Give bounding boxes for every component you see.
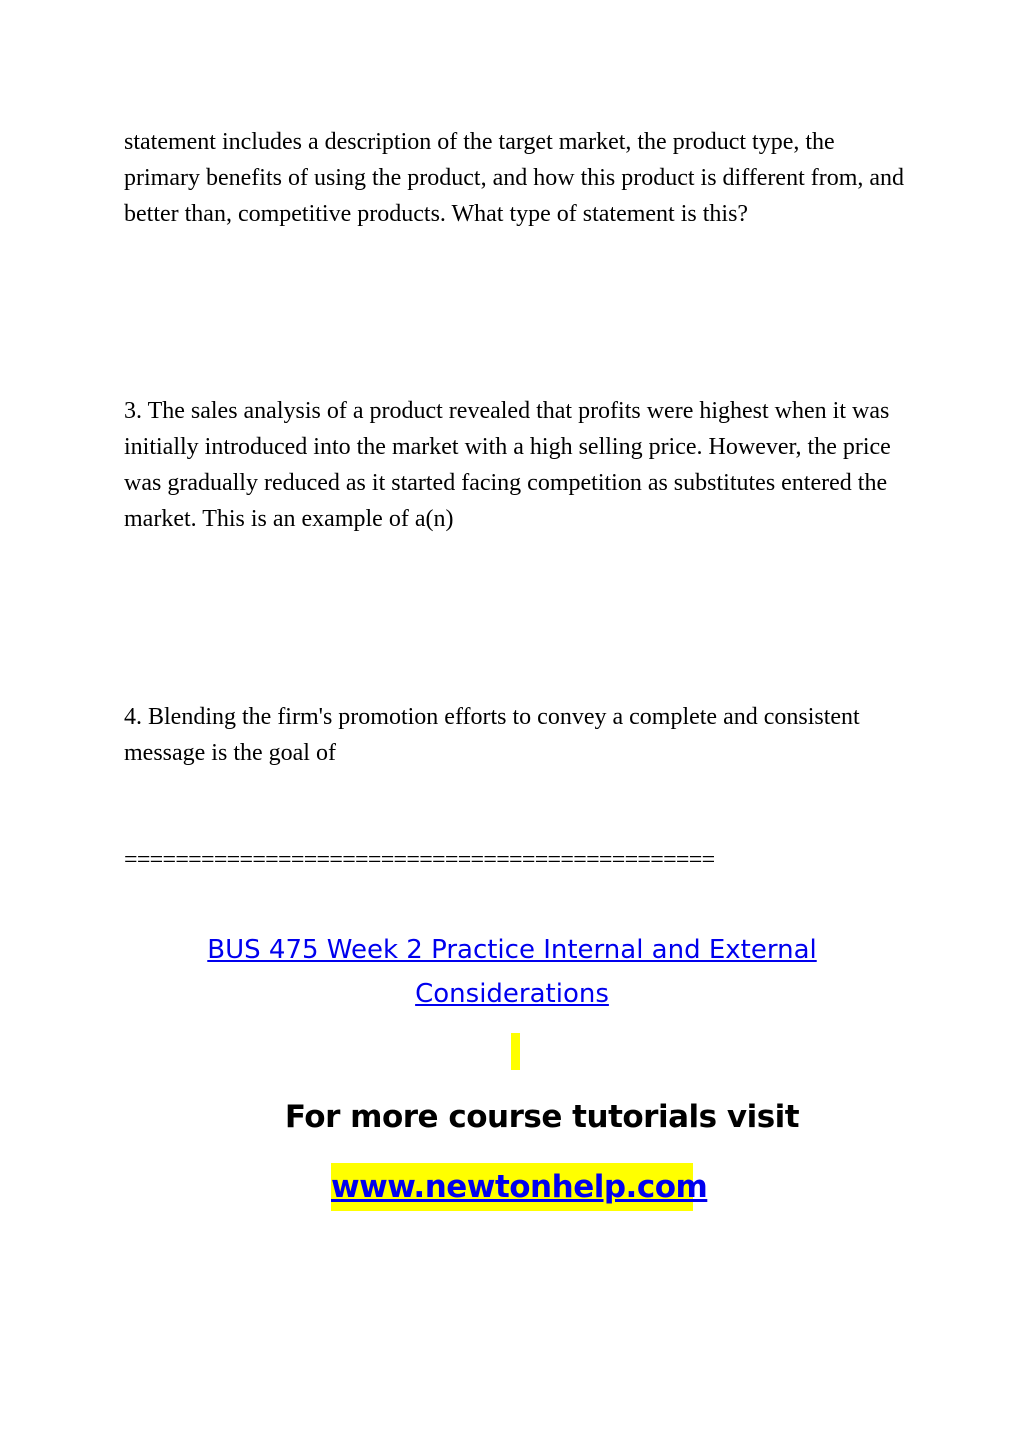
tutorials-heading: For more course tutorials visit: [284, 1099, 800, 1135]
question-4-text: 4. Blending the firm's promotion efforts to convey a complete and consistent message is the goal of: [124, 704, 860, 766]
question-2-text: statement includes a description of the target market, the product type, the primary benefits of using the product, and how this product is different from, and better than, competitive products. What type of statement is this?: [124, 129, 905, 227]
question-3-text: 3. The sales analysis of a product revealed that profits were highest when it was initially introduced into the market with a high selling price. However, the price was gradually reduced as it started facing competition as substitutes entered the market. This is an example of a(n): [124, 398, 891, 532]
course-title-link[interactable]: BUS 475 Week 2 Practice Internal and External Considerations: [207, 935, 817, 1009]
highlight-marker: [511, 1033, 520, 1070]
separator-line: ==============================================: [124, 847, 715, 873]
website-highlight: [331, 1163, 708, 1211]
website-link[interactable]: www.newtonhelp.com: [331, 1169, 708, 1205]
